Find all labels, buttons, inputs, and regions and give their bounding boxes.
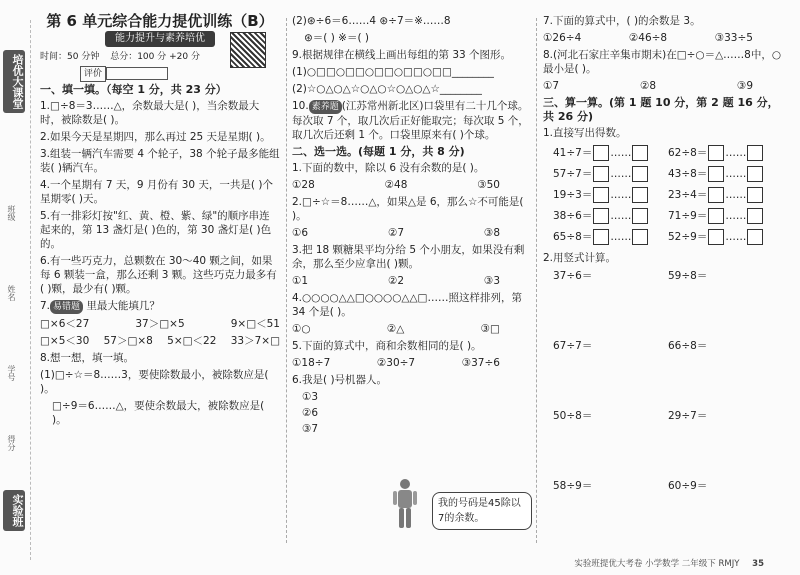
answer-box[interactable] [747, 166, 763, 182]
vertical-calc-item[interactable]: 50÷8＝ [553, 410, 593, 422]
q7-item: 37＞□×5 [135, 318, 185, 330]
question-8-2: (2)⊛÷6＝6……4 ⊛÷7＝※……8 [292, 15, 451, 27]
answer-box[interactable] [708, 229, 724, 245]
option[interactable]: ③9 [736, 80, 753, 92]
vertical-calc-item[interactable]: 67÷7＝ [553, 340, 593, 352]
calc-2-title: 2.用竖式计算。 [543, 252, 617, 264]
column-left [40, 14, 280, 430]
choice-8: 8.(河北石家庄辛集市期末)在□÷○＝△……8中，○最小是( )。 [543, 49, 782, 75]
time-limit: 时间：50 分钟 [40, 52, 100, 62]
answer-box[interactable] [747, 145, 763, 161]
question-10: 10. 素养题 (江苏常州新北区)口袋里有二十几个球。每次取 7 个，取几次后正好能取完；每次取 5 个，取几次后还剩 1 个。口袋里原来有( )个球。 [292, 100, 529, 141]
answer-box[interactable] [708, 208, 724, 224]
section-3-title: 三、算一算。(第 1 题 10 分，第 2 题 16 分，共 26 分) [543, 96, 779, 123]
option[interactable]: ③7 [302, 423, 319, 435]
answer-box[interactable] [632, 229, 648, 245]
page-number: 35 [752, 559, 764, 569]
q7-row-1 [40, 317, 280, 331]
column-divider [536, 18, 537, 543]
page-title: 第 6 单元综合能力提优训练（B） [46, 12, 274, 30]
page-footer [574, 557, 764, 569]
option[interactable]: ③50 [477, 179, 500, 191]
choice-3-options [292, 274, 530, 288]
answer-box[interactable] [747, 187, 763, 203]
q7-item: 9×□＜51 [230, 318, 280, 330]
q7-item: □×6＜27 [40, 318, 90, 330]
choice-4-options [292, 322, 530, 336]
column-right [543, 14, 783, 519]
calc-item: 43÷8＝ …… [668, 165, 783, 182]
side-brand-tab: 培优大课堂 [3, 50, 25, 113]
option[interactable]: ②46÷8 [628, 32, 668, 44]
answer-box[interactable] [632, 208, 648, 224]
section-2-title: 二、选一选。(每题 1 分，共 8 分) [292, 145, 465, 158]
answer-box[interactable] [593, 166, 609, 182]
option[interactable]: ③8 [483, 227, 500, 239]
literacy-tag: 素养题 [309, 100, 342, 114]
qr-code-icon [230, 32, 266, 68]
choice-4: 4.○○○○△△□○○○○△△□……照这样排列，第 34 个是( )。 [292, 292, 522, 318]
option[interactable]: ①3 [302, 391, 319, 403]
calc-item: 38÷6＝ …… [553, 207, 668, 224]
q7-item: 57＞□×8 [103, 335, 153, 347]
option[interactable]: ②7 [387, 227, 405, 239]
option[interactable]: ③33÷5 [714, 32, 753, 44]
choice-1: 1.下面的数中，除以 6 没有余数的是( )。 [292, 162, 485, 174]
total-score: 总分：100 分 +20 分 [110, 52, 200, 62]
vertical-calc-grid [553, 269, 783, 519]
calc-item: 65÷8＝ …… [553, 228, 668, 245]
calc-item: 71÷9＝ …… [668, 207, 783, 224]
answer-box[interactable] [747, 229, 763, 245]
question-9-2: (2)☆○△○△☆○△○☆○△○△☆________ [292, 83, 482, 95]
calc-item: 41÷7＝ …… [553, 144, 668, 161]
q7-item: □×5＜30 [40, 335, 90, 347]
footer-text: 实验班提优大考卷 小学数学 二年级下 RMJY [574, 559, 740, 569]
speech-bubble: 我的号码是45除以7的余数。 [432, 492, 532, 530]
vertical-calc-item[interactable]: 58÷9＝ [553, 480, 593, 492]
choice-2: 2.□÷☆＝8……△，如果△是 6，那么☆不可能是( )。 [292, 196, 524, 222]
error-prone-tag: 易错题 [50, 300, 83, 314]
answer-box[interactable] [593, 187, 609, 203]
answer-box[interactable] [593, 208, 609, 224]
option[interactable]: ③3 [483, 275, 500, 287]
option[interactable]: ①28 [292, 179, 315, 191]
option[interactable]: ③37÷6 [461, 357, 500, 369]
option[interactable]: ②30÷7 [376, 357, 416, 369]
side-label-name: 姓名 [7, 285, 16, 301]
question-3: 3.组装一辆汽车需要 4 个轮子，38 个轮子最多能组装( )辆汽车。 [40, 148, 280, 174]
vertical-calc-item[interactable]: 59÷8＝ [668, 270, 708, 282]
option[interactable]: ①1 [292, 275, 309, 287]
answer-box[interactable] [708, 166, 724, 182]
answer-box[interactable] [593, 145, 609, 161]
question-2: 2.如果今天是星期四，那么再过 25 天是星期( )。 [40, 131, 271, 143]
answer-box[interactable] [708, 187, 724, 203]
question-8-1: (1)□÷☆＝8……3，要使除数最小，被除数应是( )。 [40, 369, 269, 395]
side-brand-tab-bottom: 实验班 [3, 490, 25, 531]
question-8-2b: ⊛＝( ) ※＝( ) [304, 32, 369, 44]
option[interactable]: ①18÷7 [292, 357, 331, 369]
calc-item: 62÷8＝ …… [668, 144, 783, 161]
side-label-score: 得分 [7, 435, 16, 451]
option[interactable]: ②48 [384, 179, 408, 191]
question-9: 9.根据规律在横线上画出每组的第 33 个图形。 [292, 49, 512, 61]
option[interactable]: ③□ [480, 323, 500, 335]
choice-7: 7.下面的算式中，( )的余数是 3。 [543, 15, 701, 27]
choice-7-options [543, 31, 783, 45]
choice-8-options [543, 79, 783, 93]
option[interactable]: ①○ [292, 323, 311, 335]
q7-item: 33＞7×□ [230, 335, 280, 347]
q7-item: 5×□＜22 [167, 335, 217, 347]
side-margin [0, 20, 31, 560]
vertical-calc-item[interactable]: 37÷6＝ [553, 270, 593, 282]
question-8-1b: □÷9＝6……△，要使余数最大，被除数应是( )。 [52, 400, 265, 426]
vertical-calc-item[interactable]: 60÷9＝ [668, 480, 708, 492]
choice-5-options [292, 356, 530, 370]
calc-item: 57÷7＝ …… [553, 165, 668, 182]
column-divider [286, 18, 287, 543]
eval-input[interactable] [106, 67, 168, 80]
question-4: 4.一个星期有 7 天，9 月份有 30 天，一共是( )个星期零( )天。 [40, 179, 273, 205]
calc-1-title: 1.直接写出得数。 [543, 127, 627, 139]
question-7: 7. 易错题 里最大能填几？ [40, 300, 160, 312]
calc-grid [553, 144, 783, 245]
answer-box[interactable] [632, 187, 648, 203]
choice-3: 3.把 18 颗糖果平均分给 5 个小朋友，如果没有剩余，那么至少应拿出( )颗。 [292, 244, 525, 270]
column-middle [292, 14, 530, 438]
q7-row-2 [40, 334, 280, 348]
question-5: 5.有一排彩灯按"红、黄、橙、紫、绿"的顺序串连起来的，第 13 盏灯是( )色的，第 30 盏灯是( )色的。 [40, 210, 272, 250]
option[interactable]: ②8 [639, 80, 657, 92]
question-9-1: (1)○□□○□□○□□○□□○□□________ [292, 66, 494, 78]
option[interactable]: ②2 [387, 275, 405, 287]
choice-1-options [292, 178, 530, 192]
option[interactable]: ②△ [386, 323, 405, 335]
exam-meta [40, 50, 280, 80]
option[interactable]: ②6 [302, 407, 319, 419]
question-6: 6.有一些巧克力，总颗数在 30～40 颗之间，如果每 6 颗装一盒，那么还剩 3 颗。这些巧克力最多有( )颗，最少有( )颗。 [40, 255, 277, 295]
calc-item: 52÷9＝ …… [668, 228, 783, 245]
option[interactable]: ①6 [292, 227, 309, 239]
side-label-class: 班级 [7, 205, 16, 221]
section-1-title: 一、填一填。（每空 1 分，共 23 分） [40, 83, 227, 96]
vertical-calc-item[interactable]: 66÷8＝ [668, 340, 708, 352]
answer-box[interactable] [708, 145, 724, 161]
eval-label: 评价 [80, 66, 106, 82]
choice-2-options [292, 226, 530, 240]
answer-box[interactable] [593, 229, 609, 245]
option[interactable]: ①7 [543, 80, 560, 92]
answer-box[interactable] [632, 166, 648, 182]
vertical-calc-item[interactable]: 29÷7＝ [668, 410, 708, 422]
answer-box[interactable] [747, 208, 763, 224]
calc-item: 23÷4＝ …… [668, 186, 783, 203]
question-8: 8.想一想，填一填。 [40, 352, 135, 364]
side-label-number: 学号 [7, 365, 16, 381]
option[interactable]: ①26÷4 [543, 32, 582, 44]
calc-item: 19÷3＝ …… [553, 186, 668, 203]
choice-6: 6.我是( )号机器人。 [292, 374, 388, 386]
page-subtitle: 能力提升与素养培优 [105, 31, 215, 47]
robot-icon [392, 478, 418, 530]
answer-box[interactable] [632, 145, 648, 161]
question-1: 1.□÷8＝3……△，余数最大是( )，当余数最大时，被除数是( )。 [40, 100, 260, 126]
choice-5: 5.下面的算式中，商和余数相同的是( )。 [292, 340, 482, 352]
